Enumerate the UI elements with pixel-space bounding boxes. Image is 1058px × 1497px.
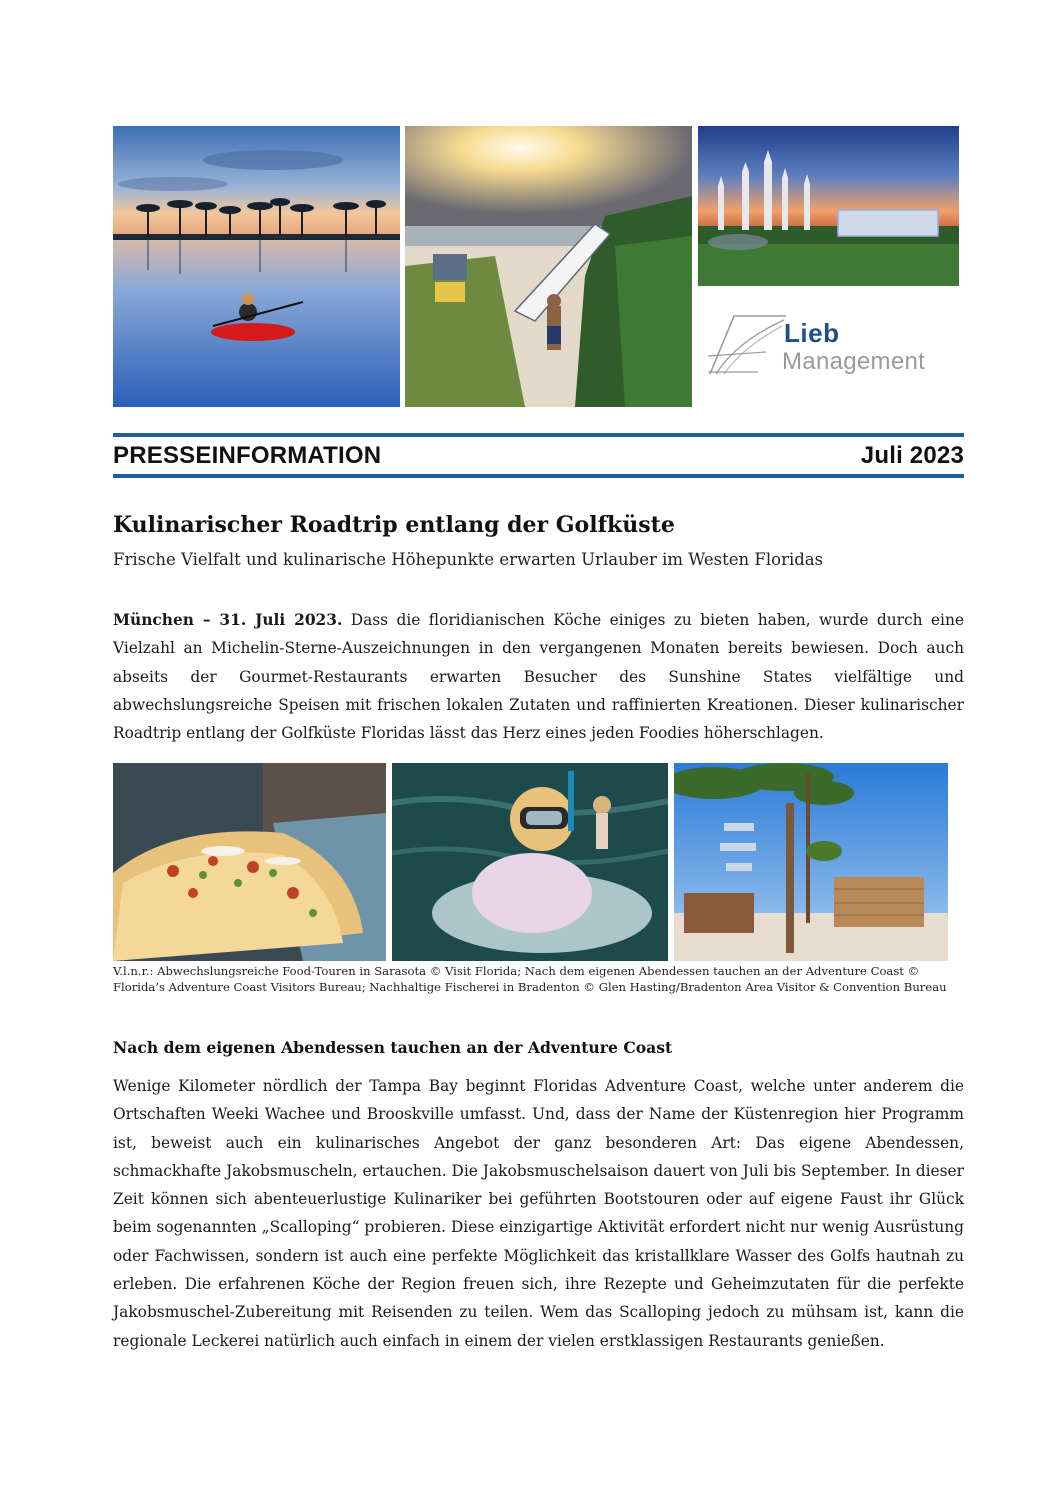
space-center-photo bbox=[698, 126, 959, 286]
press-date: Juli 2023 bbox=[860, 442, 964, 469]
section-title: Nach dem eigenen Abendessen tauchen an der Adventure Coast bbox=[113, 1038, 673, 1057]
beach-surfboard-photo bbox=[405, 126, 692, 407]
dateline: München – 31. Juli 2023. bbox=[113, 611, 343, 629]
snorkeling-photo bbox=[392, 763, 668, 961]
intro-text: Dass die floridianischen Köche einiges zu bieten haben, wurde durch eine Vielzahl an Michelin-Sterne-Auszeichnungen in den vergangenen Monaten bereits bewiesen. Doch auch abseits der Gourmet-Restaurants erwarten Besucher des Sunshine States vielfältige und abwechslungsreiche Speisen mit frischen lokalen Zutaten und raffinierten Kreationen. Dieser kulinarischer Roadtrip entlang der Golfküste Floridas lässt das Herz eines jeden Foodies höherschlagen. bbox=[113, 611, 964, 743]
tacos-photo bbox=[113, 763, 386, 961]
fishing-dock-photo bbox=[674, 763, 948, 961]
top-accent-bar bbox=[113, 433, 964, 437]
section-body: Wenige Kilometer nördlich der Tampa Bay beginnt Floridas Adventure Coast, welche unter anderem die Ortschaften Weeki Wachee und Brooskville umfasst. Und, dass der Name der Küstenregion hier Programm ist, beweist auch ein kulinarisches Angebot der ganz besonderen Art: Das eigene Abendessen, schmackhafte Jakobsmuscheln, ertauchen. Die Jakobsmuschelsaison dauert von Juli bis September. In dieser Zeit können sich abenteuerlustige Kulinariker bei geführten Bootstouren oder auf eigene Faust ihr Glück beim sogenannten „Scalloping“ probieren. Diese einzigartige Aktivität erfordert nicht nur wenig Ausrüstung oder Fachwissen, sondern ist auch eine perfekte Möglichkeit das kristallklare Wasser des Golfs hautnah zu erleben. Die erfahrenen Köche der Region freuen sich, ihre Rezepte und Geheimzutaten für die perfekte Jakobsmuschel-Zubereitung mit Reisenden zu teilen. Wem das Scalloping jedoch zu mühsam ist, kann die regionale Leckerei natürlich auch einfach in einem der vielen erstklassigen Restaurants genießen. bbox=[113, 1077, 964, 1350]
photo-caption: V.l.n.r.: Abwechslungsreiche Food-Touren in Sarasota © Visit Florida; Nach dem eigenen Abendessen tauchen an der Adventure Coast © Florida’s Adventure Coast Visitors Bureau; Nachhaltige Fischerei in Bradenton © Glen Hasting/Bradenton Area Visitor & Convention Bureau bbox=[113, 964, 947, 994]
bottom-accent-bar bbox=[113, 474, 964, 478]
intro-paragraph bbox=[113, 606, 964, 747]
press-label: PRESSEINFORMATION bbox=[113, 442, 382, 469]
article-subheadline: Frische Vielfalt und kulinarische Höhepunkte erwarten Urlauber im Westen Floridas bbox=[113, 550, 824, 569]
logo-text-lieb: Lieb bbox=[784, 318, 840, 348]
lieb-management-logo bbox=[706, 312, 958, 384]
kayak-sunset-photo bbox=[113, 126, 400, 407]
logo-text-management: Management bbox=[782, 348, 926, 375]
globe-swoosh-icon bbox=[706, 312, 788, 376]
article-headline: Kulinarischer Roadtrip entlang der Golfküste bbox=[113, 512, 675, 538]
